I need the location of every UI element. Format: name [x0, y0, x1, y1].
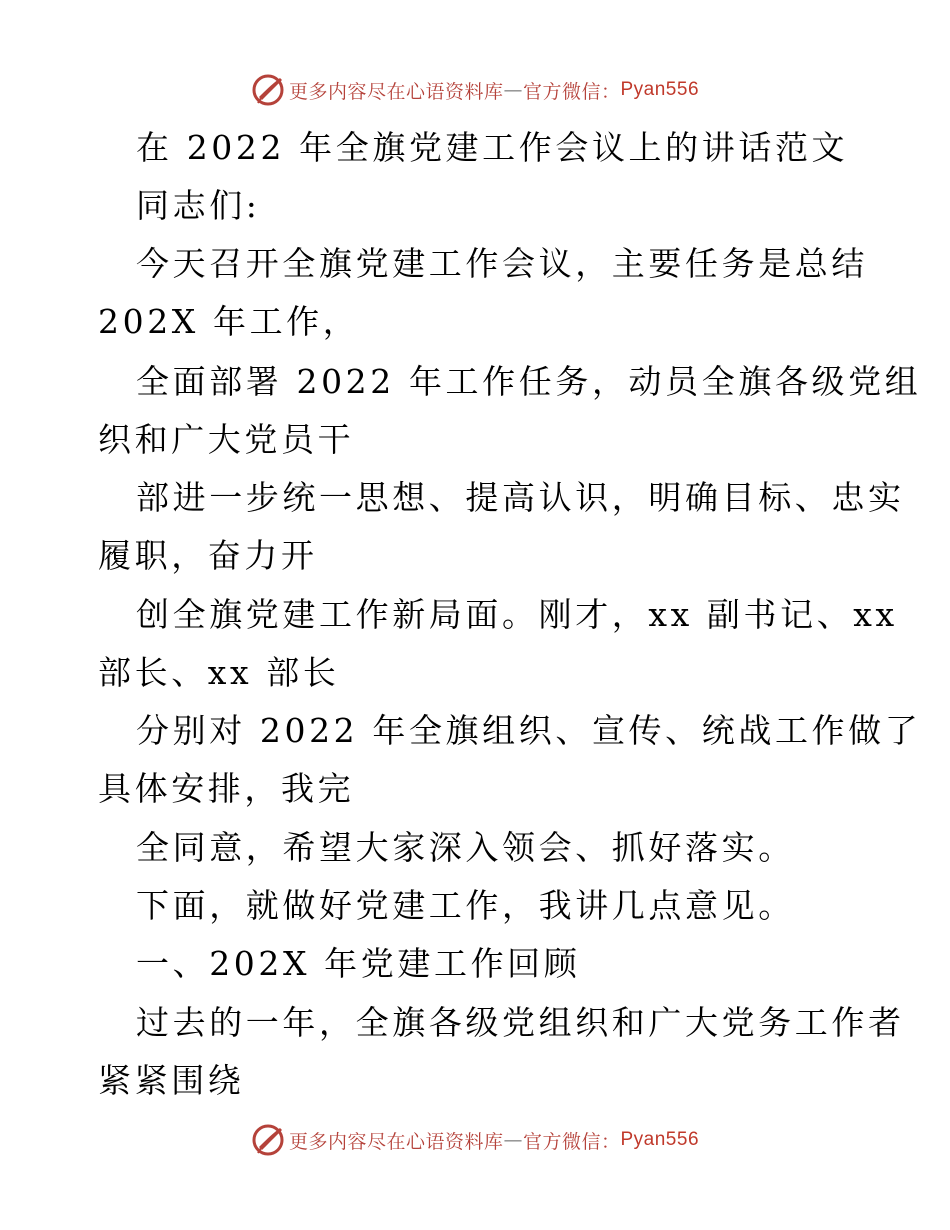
document-title: 在 2022 年全旗党建工作会议上的讲话范文: [136, 128, 849, 167]
paragraph-line: 下面，就做好党建工作，我讲几点意见。: [136, 886, 795, 925]
watermark-separator: —: [503, 79, 523, 101]
watermark-text: 更多内容尽在心语资料库: [288, 80, 504, 103]
paragraph-line: 今天召开全旗党建工作会议，主要任务是总结: [136, 244, 868, 283]
watermark-id: Pyan556: [620, 79, 700, 100]
footer-watermark: [0, 1120, 950, 1160]
paragraph-line: 紧紧围绕: [98, 1061, 245, 1100]
paragraph-line: 全同意，希望大家深入领会、抓好落实。: [136, 828, 795, 867]
paragraph-line: 全面部署 2022 年工作任务，动员全旗各级党组: [136, 362, 922, 401]
paragraph-line: 分别对 2022 年全旗组织、宣传、统战工作做了: [136, 711, 922, 750]
paragraph-line: 过去的一年，全旗各级党组织和广大党务工作者: [136, 1003, 905, 1042]
paragraph-line: 部进一步统一思想、提高认识，明确目标、忠实: [136, 478, 905, 517]
paragraph-line: 创全旗党建工作新局面。刚才，xx 副书记、xx: [136, 595, 898, 634]
paragraph-line: 具体安排，我完: [98, 769, 355, 808]
section-heading: 一、202X 年党建工作回顾: [136, 944, 581, 983]
paragraph-line: 部长、xx 部长: [98, 653, 340, 692]
paragraph-line: 织和广大党员干: [98, 420, 355, 459]
paragraph-line: 202X 年工作，: [98, 302, 360, 341]
quill-logo-icon: [251, 1123, 285, 1157]
watermark-id: Pyan556: [620, 1129, 700, 1150]
paragraph-line: 履职，奋力开: [98, 536, 318, 575]
watermark-label: 官方微信：: [522, 80, 621, 103]
watermark-text: 更多内容尽在心语资料库: [288, 1130, 504, 1153]
salutation: 同志们:: [136, 186, 261, 225]
watermark-separator: —: [503, 1129, 523, 1151]
watermark-label: 官方微信：: [522, 1130, 621, 1153]
